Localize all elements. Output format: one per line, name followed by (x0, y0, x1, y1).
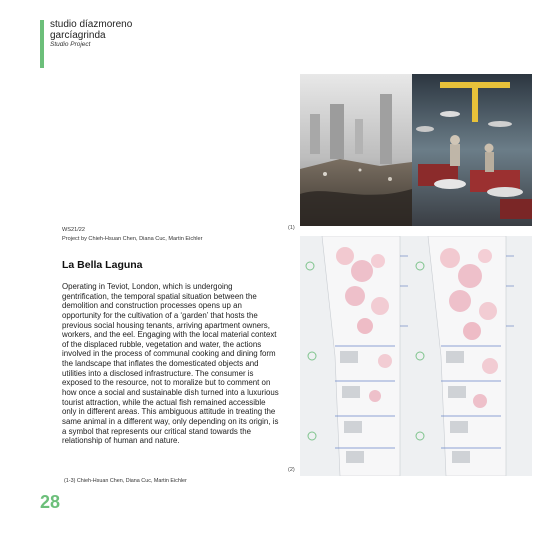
project-meta (62, 226, 203, 244)
page-number: 28 (40, 492, 61, 512)
brand-line-1: studio díazmoreno (50, 19, 133, 30)
project-authors: Project by Chieh-Hsuan Chen, Diana Cuc, Martin Eichler (62, 235, 203, 242)
image-credit: (1-3) Chieh-Hsuan Chen, Diana Cuc, Martin Eichler (64, 478, 187, 484)
semester-label: WS21/22 (62, 227, 86, 233)
studio-brand (50, 20, 132, 49)
figure-caption-2: (2) (288, 467, 295, 473)
project-description: Operating in Teviot, London, which is undergoing gentrification, the temporal spatial situation between the demolition and construction processes opens up an opportunity for the cultivation of a ‘garden’ that hosts the previous social housing tenants, arriving apartment owners, workers, and the eel. Engaging with the local material context of the displaced rubble, vegetation and water, the actions involved in the process of communal cooking and dining form the landscape that inflates the domesticated objects and utilities into a disclosed infrastructure. The consumer is exposed to the resource, not to moralize but to comment on how once a social and sustainable dish turned into a luxurious tourist attraction, while the actual fish remained accessible only in different areas. This ambiguous attitude in treating the same animal in a different way, only depending on its origin, is a symbol that represents our critical stand towards the relationship of human and nature. (62, 282, 279, 446)
project-title: La Bella Laguna (62, 259, 143, 271)
site-plan-drawing (300, 236, 532, 476)
brand-subtitle: Studio Project (50, 41, 91, 48)
project-render-image (300, 74, 532, 226)
accent-bar (40, 20, 44, 68)
brand-line-2: garcíagrinda (50, 29, 106, 41)
figure-caption-1: (1) (288, 225, 295, 231)
